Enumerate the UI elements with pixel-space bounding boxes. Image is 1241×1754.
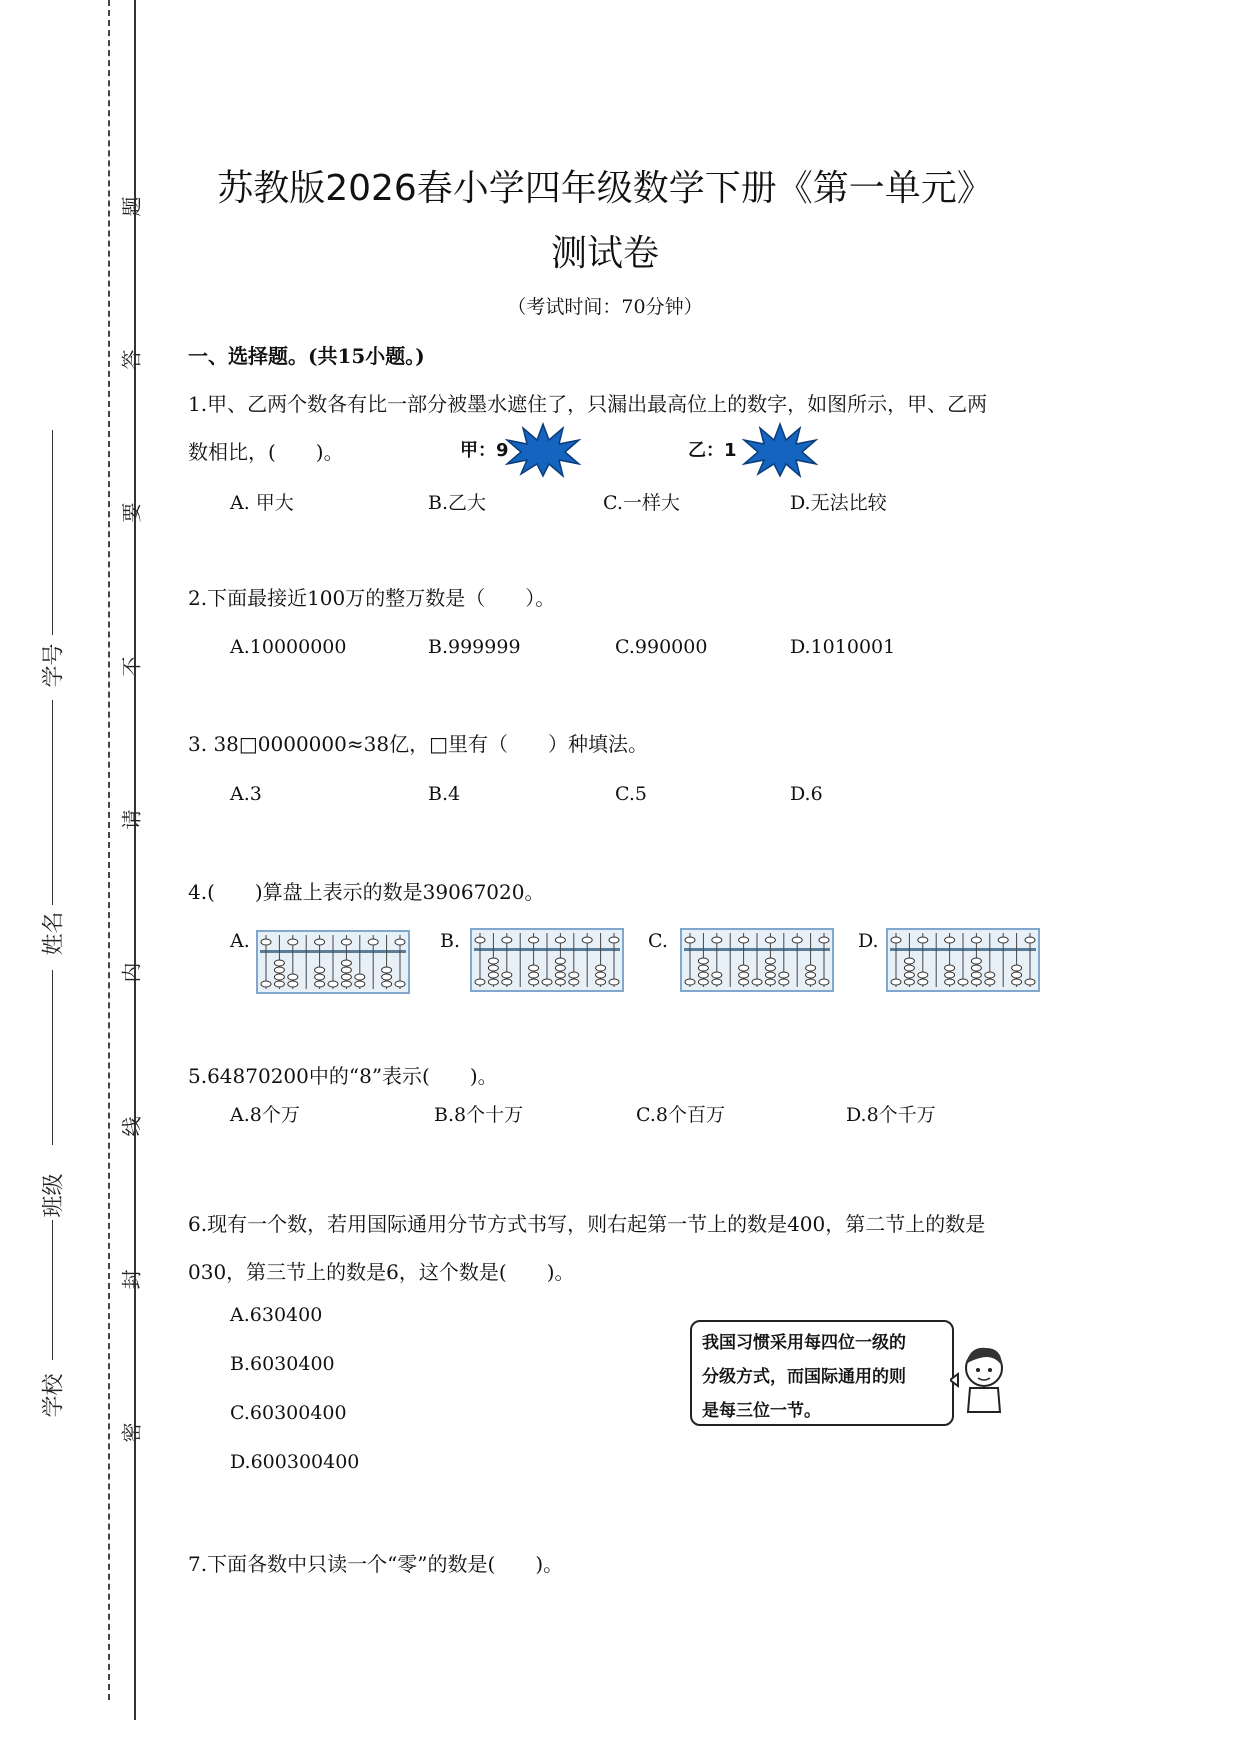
q2-option-a[interactable]: A.10000000 — [230, 636, 347, 658]
abacus-bead — [971, 965, 981, 971]
abacus-bead — [341, 939, 351, 945]
abacus-bead — [341, 974, 351, 980]
abacus-bead — [555, 972, 565, 978]
school-line — [52, 1220, 53, 1360]
school-label: 学校 — [41, 1373, 67, 1418]
abacus-bead — [918, 979, 928, 985]
abacus-bead — [698, 979, 708, 985]
abacus-bead — [712, 979, 722, 985]
abacus-image-d — [886, 928, 1040, 992]
abacus-bead — [274, 981, 284, 987]
abacus-bead — [529, 965, 539, 971]
abacus-image-a — [256, 930, 410, 994]
abacus-bead — [274, 974, 284, 980]
abacus-bead — [958, 979, 968, 985]
abacus-bead — [765, 965, 775, 971]
abacus-bead — [1012, 965, 1022, 971]
abacus-bead — [945, 972, 955, 978]
abacus-bead — [739, 937, 749, 943]
jia-label: 甲：9 — [460, 440, 509, 461]
abacus-bead — [904, 965, 914, 971]
abacus-bead — [315, 981, 325, 987]
abacus-bead — [698, 965, 708, 971]
abacus-bead — [1012, 972, 1022, 978]
abacus-bead — [288, 981, 298, 987]
class-label: 班级 — [41, 1173, 67, 1218]
abacus-bead — [891, 979, 901, 985]
abacus-image-c — [680, 928, 834, 992]
abacus-bead — [315, 967, 325, 973]
abacus-bead — [274, 960, 284, 966]
seal-char: 答 — [119, 349, 144, 370]
q3-option-b[interactable]: B.4 — [428, 783, 461, 805]
abacus-bead — [945, 979, 955, 985]
abacus-bead — [685, 979, 695, 985]
q5-option-c[interactable]: C.8个百万 — [636, 1104, 725, 1126]
abacus-bead — [502, 979, 512, 985]
q3-option-c[interactable]: C.5 — [615, 783, 647, 805]
abacus-bead — [971, 979, 981, 985]
seal-char: 封 — [119, 1269, 144, 1290]
abacus-bead — [555, 965, 565, 971]
q6-option-a[interactable]: A.630400 — [230, 1304, 323, 1326]
abacus-bead — [488, 965, 498, 971]
abacus-bead — [569, 979, 579, 985]
abacus-bead — [355, 974, 365, 980]
q4-option-b[interactable]: B. — [440, 930, 461, 952]
abacus-bead — [739, 965, 749, 971]
question-6-line2: 030，第三节上的数是6，这个数是( )。 — [188, 1260, 575, 1284]
q1-option-c[interactable]: C.一样大 — [603, 492, 680, 514]
abacus-bead — [739, 979, 749, 985]
q1-option-a[interactable]: A. 甲大 — [230, 492, 294, 514]
q5-option-b[interactable]: B.8个十万 — [434, 1104, 524, 1126]
abacus-bead — [739, 972, 749, 978]
abacus-bead — [712, 972, 722, 978]
abacus-bead — [261, 981, 271, 987]
abacus-bead — [609, 979, 619, 985]
abacus-bead — [985, 979, 995, 985]
abacus-bead — [288, 939, 298, 945]
bubble-line: 我国习惯采用每四位一级的 — [702, 1333, 906, 1353]
abacus-bead — [752, 979, 762, 985]
abacus-bead — [502, 937, 512, 943]
abacus-bead — [945, 965, 955, 971]
abacus-bead — [328, 981, 338, 987]
abacus-bead — [274, 967, 284, 973]
abacus-bead — [819, 937, 829, 943]
abacus-bead — [395, 939, 405, 945]
question-2: 2.下面最接近100万的整万数是（ ）。 — [188, 586, 556, 610]
exam-time: （考试时间：70分钟） — [507, 296, 703, 318]
abacus-icon — [682, 930, 832, 990]
abacus-bead — [596, 972, 606, 978]
q6-option-d[interactable]: D.600300400 — [230, 1451, 360, 1473]
abacus-bead — [806, 965, 816, 971]
seal-char: 内 — [119, 962, 144, 983]
abacus-bead — [382, 981, 392, 987]
abacus-bead — [341, 960, 351, 966]
abacus-bead — [998, 937, 1008, 943]
abacus-bead — [382, 974, 392, 980]
name-label: 姓名 — [41, 911, 67, 956]
abacus-bead — [765, 979, 775, 985]
abacus-bead — [806, 972, 816, 978]
abacus-bead — [609, 937, 619, 943]
question-4: 4.( )算盘上表示的数是39067020。 — [188, 880, 545, 904]
abacus-bead — [542, 979, 552, 985]
abacus-bead — [945, 937, 955, 943]
abacus-bead — [918, 972, 928, 978]
abacus-bead — [765, 958, 775, 964]
bubble-line: 是每三位一节。 — [702, 1401, 821, 1421]
q6-option-c[interactable]: C.60300400 — [230, 1402, 347, 1424]
abacus-bead — [341, 981, 351, 987]
abacus-bead — [368, 939, 378, 945]
q3-option-d[interactable]: D.6 — [790, 783, 823, 805]
abacus-image-b — [470, 928, 624, 992]
abacus-bead — [596, 979, 606, 985]
yi-label: 乙：1 — [688, 440, 737, 461]
q4-option-a[interactable]: A. — [230, 930, 250, 952]
seal-char: 密 — [119, 1422, 144, 1443]
section-heading: 一、选择题。(共15小题。) — [188, 344, 425, 368]
abacus-bead — [355, 981, 365, 987]
abacus-bead — [582, 937, 592, 943]
q2-option-b[interactable]: B.999999 — [428, 636, 521, 658]
student-id-label: 学号 — [41, 643, 67, 688]
abacus-bead — [1025, 937, 1035, 943]
abacus-bead — [698, 958, 708, 964]
abacus-bead — [555, 979, 565, 985]
abacus-bead — [315, 974, 325, 980]
abacus-bead — [971, 937, 981, 943]
page-title: 苏教版2026春小学四年级数学下册《第一单元》 — [217, 168, 993, 209]
q3-option-a[interactable]: A.3 — [230, 783, 262, 805]
abacus-bead — [971, 972, 981, 978]
abacus-bead — [1025, 979, 1035, 985]
q2-option-d[interactable]: D.1010001 — [790, 636, 896, 658]
q4-option-d[interactable]: D. — [858, 930, 879, 952]
q4-option-c[interactable]: C. — [648, 930, 668, 952]
question-6-line1: 6.现有一个数，若用国际通用分节方式书写，则右起第一节上的数是400，第二节上的数是 — [188, 1212, 986, 1236]
abacus-icon — [888, 930, 1038, 990]
question-3: 3. 38□0000000≈38亿，□里有（ ）种填法。 — [188, 732, 648, 756]
q5-option-d[interactable]: D.8个千万 — [846, 1104, 936, 1126]
seal-char: 线 — [119, 1116, 144, 1137]
q5-option-a[interactable]: A.8个万 — [230, 1104, 300, 1126]
q6-option-b[interactable]: B.6030400 — [230, 1353, 335, 1375]
abacus-bead — [806, 979, 816, 985]
abacus-bead — [529, 937, 539, 943]
abacus-bead — [529, 972, 539, 978]
abacus-bead — [765, 972, 775, 978]
bubble-line: 分级方式，而国际通用的则 — [702, 1367, 906, 1387]
abacus-bead — [555, 937, 565, 943]
seal-char: 要 — [119, 502, 144, 523]
question-1-line1: 1.甲、乙两个数各有比一部分被墨水遮住了，只漏出最高位上的数字，如图所示，甲、乙两 — [188, 392, 988, 416]
question-1-line2: 数相比，( )。 — [188, 440, 344, 464]
abacus-bead — [712, 937, 722, 943]
abacus-bead — [488, 958, 498, 964]
abacus-bead — [1012, 979, 1022, 985]
student-id-line — [52, 430, 53, 635]
q1-option-b[interactable]: B.乙大 — [428, 492, 487, 514]
abacus-bead — [765, 937, 775, 943]
abacus-bead — [569, 972, 579, 978]
class-line — [52, 970, 53, 1145]
abacus-bead — [555, 958, 565, 964]
abacus-bead — [685, 937, 695, 943]
abacus-bead — [985, 972, 995, 978]
speech-bubble — [690, 1320, 954, 1426]
ink-blot-icon — [505, 422, 581, 478]
abacus-bead — [596, 965, 606, 971]
abacus-bead — [315, 939, 325, 945]
abacus-bead — [288, 974, 298, 980]
seal-char: 不 — [119, 656, 144, 677]
abacus-bead — [529, 979, 539, 985]
abacus-bead — [904, 972, 914, 978]
seal-char: 请 — [119, 809, 144, 830]
ink-blot-icon — [742, 422, 818, 478]
q2-option-c[interactable]: C.990000 — [615, 636, 708, 658]
abacus-bead — [382, 967, 392, 973]
abacus-bead — [779, 972, 789, 978]
question-5: 5.64870200中的“8”表示( )。 — [188, 1064, 498, 1088]
abacus-bead — [502, 972, 512, 978]
abacus-bead — [698, 972, 708, 978]
abacus-bead — [819, 979, 829, 985]
abacus-bead — [475, 937, 485, 943]
abacus-bead — [395, 981, 405, 987]
seal-char: 题 — [119, 196, 144, 217]
name-line — [52, 700, 53, 905]
cartoon-boy-icon — [950, 1340, 1010, 1420]
abacus-bead — [261, 939, 271, 945]
abacus-bead — [971, 958, 981, 964]
q1-option-d[interactable]: D.无法比较 — [790, 492, 887, 514]
abacus-icon — [472, 930, 622, 990]
page-title-line2: 测试卷 — [550, 233, 659, 274]
abacus-bead — [488, 972, 498, 978]
question-7: 7.下面各数中只读一个“零”的数是( )。 — [188, 1552, 564, 1576]
abacus-bead — [341, 967, 351, 973]
abacus-bead — [891, 937, 901, 943]
abacus-bead — [779, 979, 789, 985]
abacus-bead — [904, 958, 914, 964]
abacus-bead — [918, 937, 928, 943]
abacus-bead — [475, 979, 485, 985]
abacus-bead — [792, 937, 802, 943]
abacus-icon — [258, 932, 408, 992]
abacus-bead — [904, 979, 914, 985]
abacus-bead — [488, 979, 498, 985]
